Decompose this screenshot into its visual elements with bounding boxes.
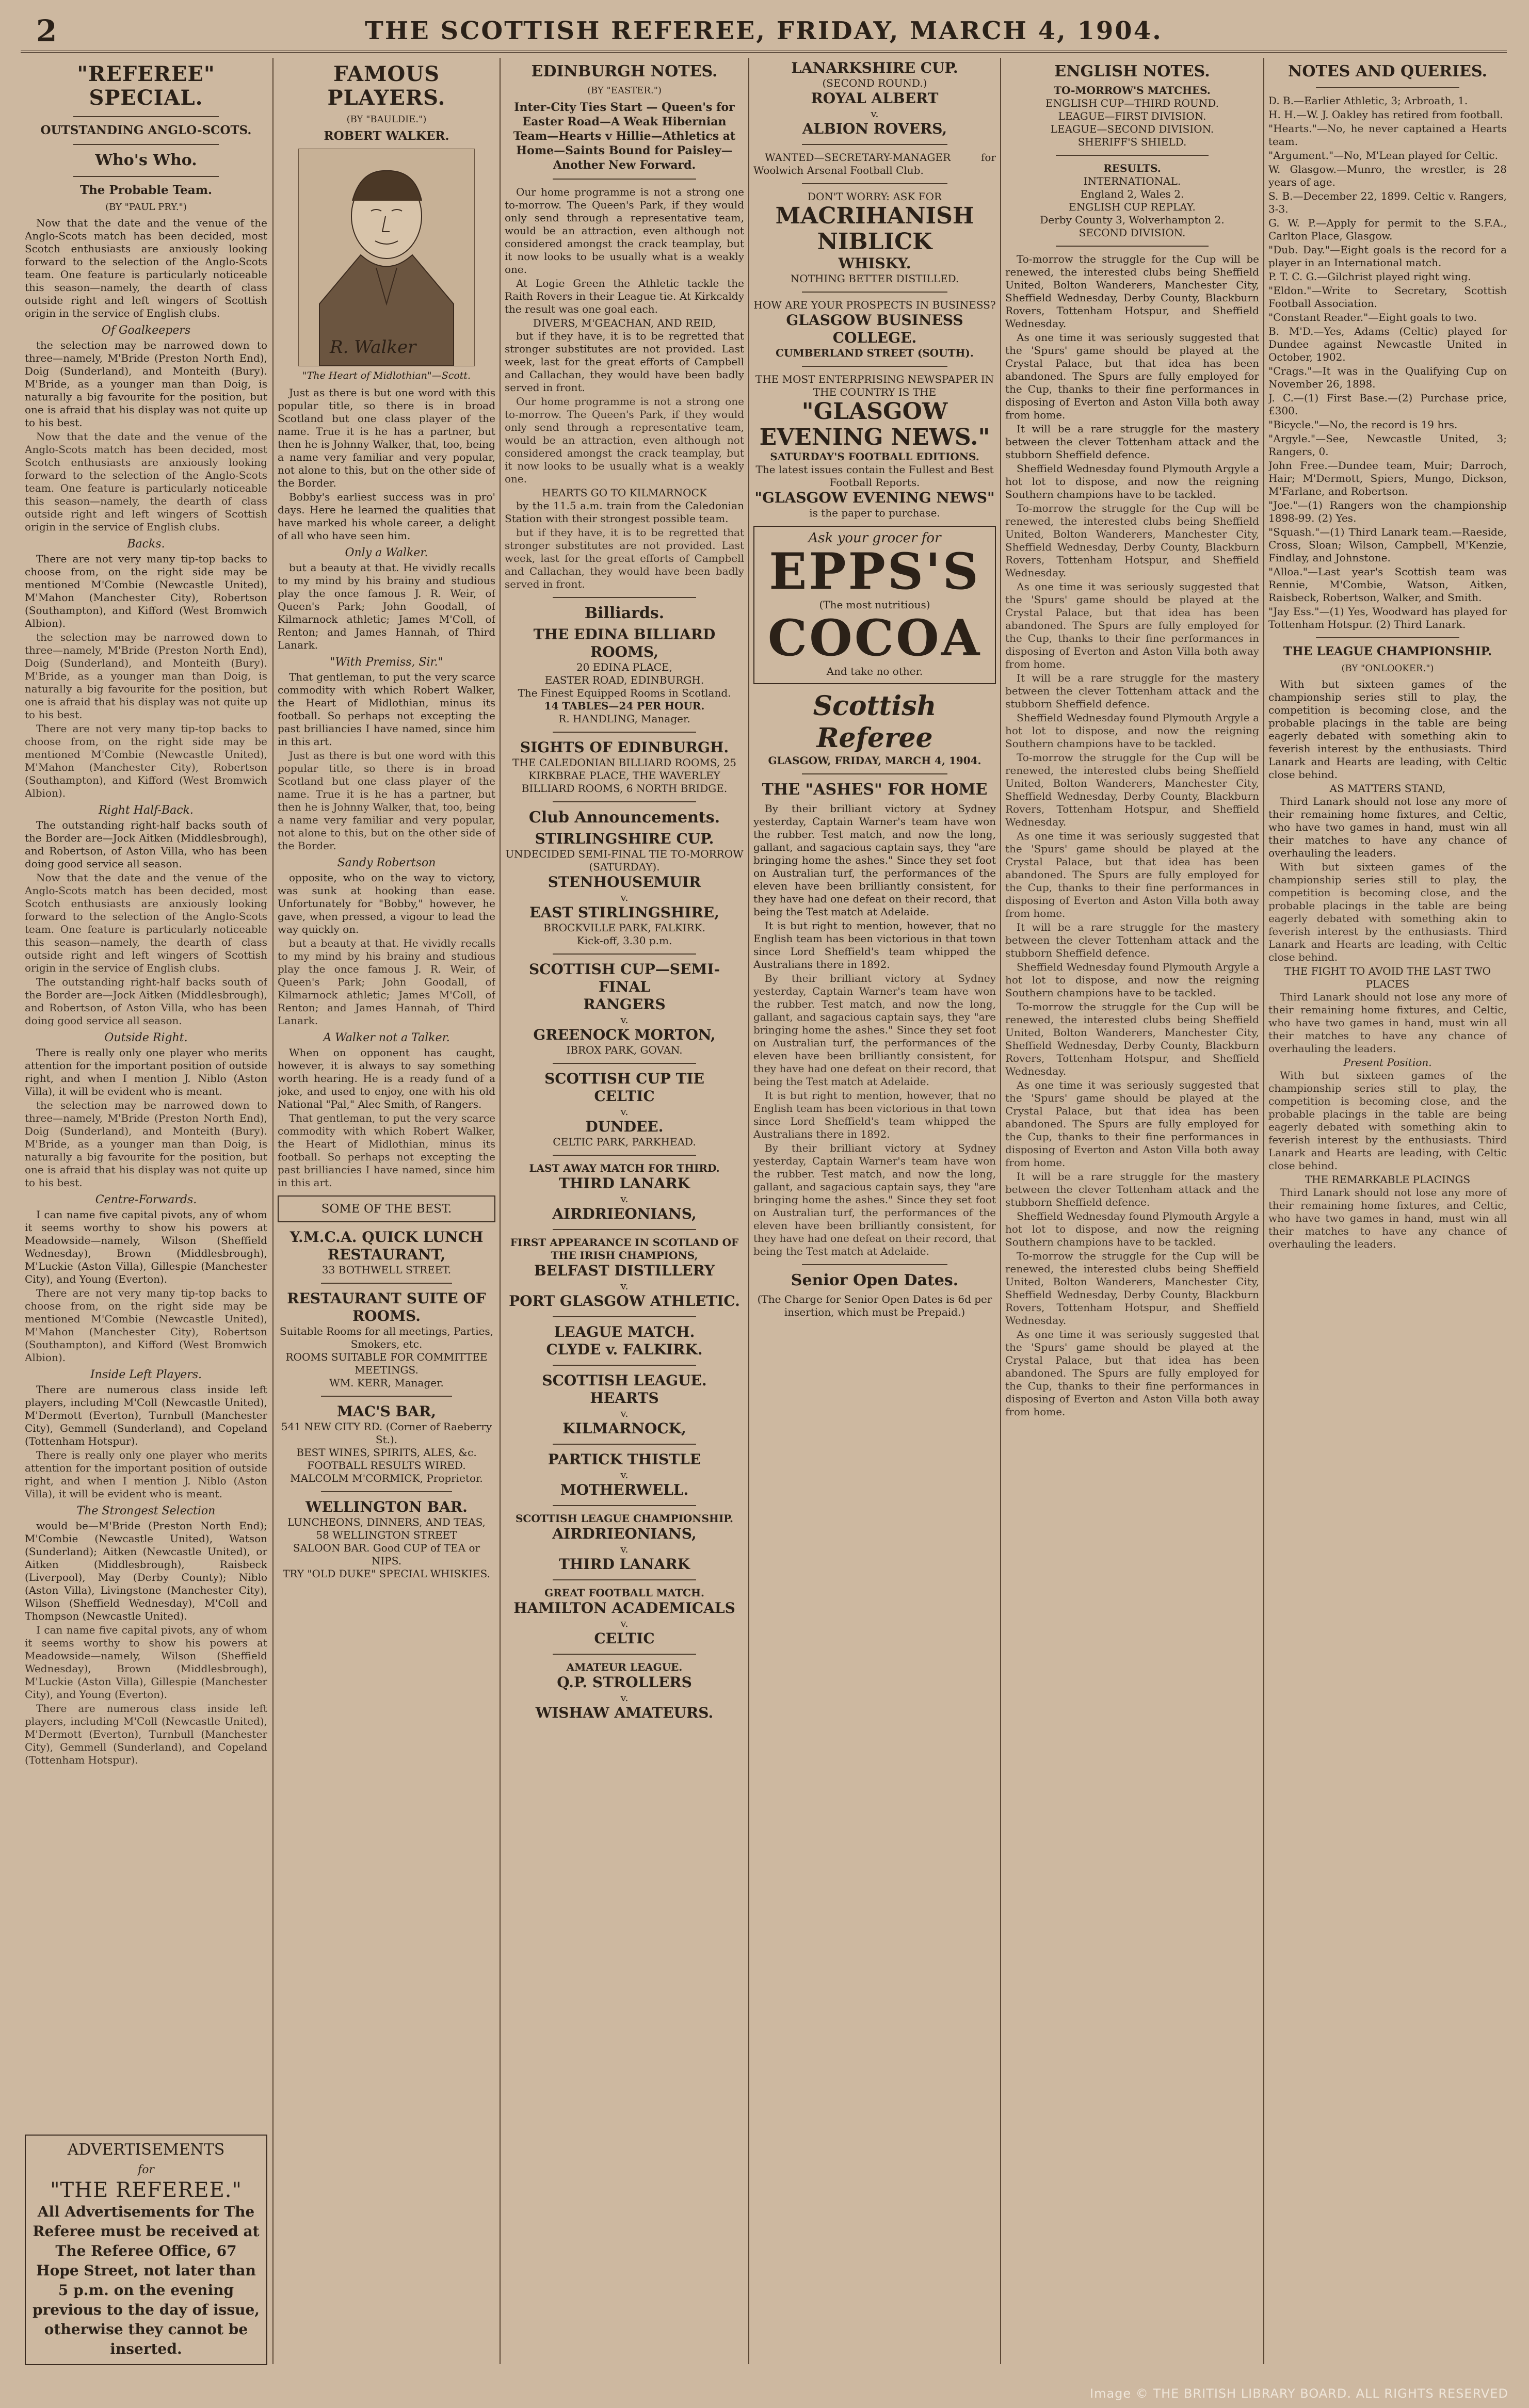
divider: [553, 1365, 696, 1366]
subsection-heading: The Strongest Selection: [76, 1505, 216, 1517]
paragraph: Our home programme is not a strong one to-morrow. The Queen's Park, if they would only send through a representative team, would be an attraction, even although not considered amongst the crack teamplay, but it now looks to be usually what is a weakly one.: [505, 395, 744, 485]
divider: [321, 1396, 452, 1397]
fixture-versus: v.: [620, 1192, 629, 1205]
query-answer: "Bicycle."—No, the record is 19 hrs.: [1268, 418, 1458, 431]
query-answer: "Alloa."—Last year's Scottish team was Rennie, M'Combie, Watson, Aitken, Raisbeck, Robertson, Walker, and Smith.: [1268, 565, 1507, 604]
paragraph: Third Lanark should not lose any more of their remaining home fixtures, and Celtic, who have two games in hand, must win all their matches to have any chance of overhauling the leaders.: [1268, 991, 1507, 1055]
query-answer: "Constant Reader."—Eight goals to two.: [1268, 311, 1477, 324]
evening-news-ad-title: "GLASGOW EVENING NEWS": [754, 489, 995, 506]
paragraph: the selection may be narrowed down to three—namely, M'Bride (Preston North End), Doig (Sunderland), and Monteith (Bury). M'Bride, as a younger man than Doig, is naturally a big favourite for the position, but one is afraid that his display was not quite up to his best.: [25, 1099, 267, 1189]
fixture-team: BELFAST DISTILLERY: [534, 1262, 715, 1279]
fixture-team: WISHAW AMATEURS.: [535, 1704, 714, 1721]
subsection-heading: Right Half-Back.: [99, 804, 194, 817]
league-table-title: Present Position.: [1343, 1056, 1432, 1069]
column-rule: [500, 58, 501, 2364]
paragraph: When on opponent has caught, however, it is always to say something worth hearing. He is a ready fund of a joke, and used to enjoy, one with his old National "Pal," Alec Smith, of Rangers.: [278, 1046, 495, 1110]
fixture-versus: v.: [620, 891, 629, 903]
query-answer: "Squash."—(1) Third Lanark team.—Raeside, Cross, Sloan; Wilson, Campbell, M'Kenzie, Findlay, and Johnstone.: [1268, 526, 1507, 564]
fixture-team: CELTIC: [594, 1088, 655, 1105]
paragraph: but a beauty at that. He vividly recalls to my mind by his brainy and studious play the once famous J. R. Weir, of Queen's Park; John Goodall, of Kilmarnock athletic; James M'Coll, of Renton; and James Hannah, of Third Lanark.: [278, 561, 495, 651]
paragraph: Now that the date and the venue of the Anglo-Scots match has been decided, most Scotch enthusiasts are anxiously looking forward to the selection of the Anglo-Scots team. One feature is particularly noticeable this season—namely, the dearth of class outside right and left wingers of Scottish origin in the service of English clubs.: [25, 871, 267, 974]
evening-news-ad-editions: SATURDAY'S FOOTBALL EDITIONS.: [770, 450, 979, 463]
byline: (BY "ONLOOKER."): [1341, 663, 1434, 674]
ad-notice-for: for: [138, 2163, 154, 2176]
lanarkshire-cup-ad: [753, 59, 996, 138]
divider: [553, 1063, 696, 1064]
query-answer: G. W. P.—Apply for permit to the S.F.A., Carlton Place, Glasgow.: [1268, 217, 1507, 242]
query-answer: John Free.—Dundee team, Muir; Darroch, Hair; M'Dermott, Spiers, Mungo, Dickson, M'Farlane, and Robertson.: [1268, 459, 1507, 497]
subsection-heading: A Walker not a Talker.: [323, 1031, 450, 1044]
fixture-title: SCOTTISH LEAGUE CHAMPIONSHIP.: [515, 1512, 733, 1525]
ads-box-title: SOME OF THE BEST.: [321, 1202, 452, 1216]
column-rule: [748, 58, 749, 2364]
portrait-illustration: [299, 149, 474, 366]
paragraph: As one time it was seriously suggested that the 'Spurs' game should be played at the Crystal Palace, but that idea has been abandoned. The Spurs are fully employed for the Cup, thanks to their fine performances in disposing of Everton and Aston Villa both away from home.: [1005, 331, 1259, 421]
fixture-sub: UNDECIDED SEMI-FINAL TIE TO-MORROW (SATURDAY).: [505, 848, 744, 873]
paragraph: There is really only one player who merits attention for the important position of outside right, and when I mention J. Niblo (Aston Villa), it will be evident who is meant.: [25, 1046, 267, 1097]
ad-title: LANARKSHIRE CUP.: [791, 59, 958, 76]
paragraph: As one time it was seriously suggested that the 'Spurs' game should be played at the Crystal Palace, but that idea has been abandoned. The Spurs are fully employed for the Cup, thanks to their fine performances in disposing of Everton and Aston Villa both away from home.: [1005, 830, 1259, 919]
evening-news-ad-intro: THE MOST ENTERPRISING NEWSPAPER IN THE COUNTRY IS THE: [755, 373, 994, 398]
portrait-caption: "The Heart of Midlothian"—Scott.: [302, 370, 471, 381]
restaurant-ad-manager: WM. KERR, Manager.: [329, 1377, 444, 1389]
byline: (BY "BAULDIE."): [346, 114, 427, 125]
fixture-versus: v.: [871, 107, 879, 120]
subsection-heading: DIVERS, M'GEACHAN, AND REID,: [533, 317, 716, 329]
paragraph: To-morrow the struggle for the Cup will be renewed, the interested clubs being Sheffield United, Bolton Wanderers, Manchester City, Sheffield Wednesday, Derby County, Blackburn Rovers, Tottenham Hotspur, and Sheffield Wednesday.: [1005, 253, 1259, 330]
epps-ad-product: COCOA: [767, 609, 982, 667]
divider: [802, 366, 947, 367]
paragraph: By their brilliant victory at Sydney yesterday, Captain Warner's team have won the rubber. Test match, and now the long, gallant, and sagacious captain says, they "are bringing home the ashes." Since they set foot on Australian turf, the performances of the eleven have been brilliantly consistent, for they have had one defeat on their record, that being the Test match at Adelaide.: [753, 1142, 996, 1257]
fixture-venue: BROCKVILLE PARK, FALKIRK.: [543, 922, 706, 934]
byline: (BY "EASTER."): [587, 85, 662, 96]
paragraph: There is really only one player who merits attention for the important position of outside right, and when I mention J. Niblo (Aston Villa), it will be evident who is meant.: [25, 1449, 267, 1500]
subsection-heading: AS MATTERS STAND,: [1329, 782, 1446, 795]
fixture-team: CELTIC: [594, 1630, 655, 1647]
article-heading: ENGLISH NOTES.: [1054, 62, 1210, 80]
paragraph: but a beauty at that. He vividly recalls to my mind by his brainy and studious play the once famous J. R. Weir, of Queen's Park; John Goodall, of Kilmarnock athletic; James M'Coll, of Renton; and James Hannah, of Third Lanark.: [278, 937, 495, 1027]
evening-news-ad-sub: is the paper to purchase.: [809, 507, 940, 519]
divider: [802, 144, 947, 145]
paragraph: Third Lanark should not lose any more of their remaining home fixtures, and Celtic, who have two games in hand, must win all their matches to have any chance of overhauling the leaders.: [1268, 795, 1507, 859]
paragraph: To-morrow the struggle for the Cup will be renewed, the interested clubs being Sheffield United, Bolton Wanderers, Manchester City, Sheffield Wednesday, Derby County, Blackburn Rovers, Tottenham Hotspur, and Sheffield Wednesday.: [1005, 1250, 1259, 1327]
article-summary: Inter-City Ties Start — Queen's for Easter Road—A Weak Hibernian Team—Hearts v Hillie—Athletics at Home—Saints Bound for Paisley—Another New Forward.: [513, 101, 736, 172]
divider: [73, 116, 219, 117]
image-credit: Image © THE BRITISH LIBRARY BOARD. ALL RIGHTS RESERVED: [1090, 2386, 1508, 2401]
divider: [553, 732, 696, 733]
divider: [802, 773, 947, 774]
paragraph: To-morrow the struggle for the Cup will be renewed, the interested clubs being Sheffield United, Bolton Wanderers, Manchester City, Sheffield Wednesday, Derby County, Blackburn Rovers, Tottenham Hotspur, and Sheffield Wednesday.: [1005, 1000, 1259, 1077]
divider: [321, 1491, 452, 1492]
section-heading: The Probable Team.: [79, 183, 213, 197]
epps-cocoa-ad: [753, 526, 996, 684]
college-ad-address: CUMBERLAND STREET (SOUTH).: [776, 347, 974, 359]
subsection-heading: TO-MORROW'S MATCHES.: [1054, 84, 1211, 96]
paragraph: Sheffield Wednesday found Plymouth Argyle a hot lot to dispose, and now the reigning Southern champions have to be tackled.: [1005, 1210, 1259, 1248]
restaurant-ad-title: RESTAURANT SUITE OF ROOMS.: [287, 1290, 486, 1324]
college-ad-name: GLASGOW BUSINESS COLLEGE.: [786, 312, 963, 346]
paragraph: It will be a rare struggle for the mastery between the clever Tottenham attack and the stubborn Sheffield defence.: [1005, 921, 1259, 959]
ad-sub: (SECOND ROUND.): [822, 77, 927, 89]
fixture-title: SCOTTISH CUP—SEMI-FINAL: [528, 961, 720, 995]
macs-bar-results: FOOTBALL RESULTS WIRED.: [307, 1459, 466, 1472]
fixture-versus: v.: [620, 1407, 629, 1419]
divider: [1316, 637, 1459, 638]
queries-list: [1268, 94, 1507, 631]
sights-title: SIGHTS OF EDINBURGH.: [520, 739, 729, 756]
paragraph: It will be a rare struggle for the mastery between the clever Tottenham attack and the stubborn Sheffield defence.: [1005, 423, 1259, 461]
fixture-title: GREAT FOOTBALL MATCH.: [544, 1587, 704, 1599]
paragraph: would be—M'Bride (Preston North End); M'Combie (Newcastle United), Watson (Sunderland); Aitken (Newcastle United), or Aitken (Middlesbrough), Raisbeck (Liverpool), May (Derby County); Niblo (Aston Villa), Livingstone (Manchester City), Wilson (Sheffield Wednesday), M'Coll and Thompson (Newcastle United).: [25, 1520, 267, 1622]
macs-bar-title: MAC'S BAR,: [337, 1403, 436, 1420]
paragraph: There are not very many tip-top backs to choose from, on the right side may be mentioned M'Combie (Newcastle United), M'Mahon (Manchester City), Robertson (Southampton), and Kifford (West Bromwich Albion).: [25, 722, 267, 799]
section-heading: Senior Open Dates.: [791, 1271, 959, 1289]
paragraph: It is but right to mention, however, that no English team has been victorious in that town since Lord Sheffield's team whipped the Australians there in 1892.: [753, 1089, 996, 1140]
paragraph: It will be a rare struggle for the mastery between the clever Tottenham attack and the stubborn Sheffield defence.: [1005, 672, 1259, 710]
subsection-heading: "With Premiss, Sir.": [330, 656, 443, 669]
fixture-team: CLYDE v. FALKIRK.: [546, 1341, 703, 1358]
ymca-ad-address: 33 BOTHWELL STREET.: [321, 1264, 452, 1276]
subsection-heading: Of Goalkeepers: [101, 324, 191, 337]
article-subheading: OUTSTANDING ANGLO-SCOTS.: [40, 123, 252, 137]
edina-rooms-sub: EASTER ROAD, EDINBURGH.: [544, 674, 704, 686]
divider: [1056, 246, 1208, 247]
subsection-heading: LEAGUE—SECOND DIVISION.: [1050, 123, 1214, 135]
fixture-team: THIRD LANARK: [558, 1175, 690, 1192]
subsection-heading: Centre-Forwards.: [95, 1193, 197, 1206]
fixture-versus: v.: [620, 1280, 629, 1292]
paragraph: As one time it was seriously suggested that the 'Spurs' game should be played at the Crystal Palace, but that idea has been abandoned. The Spurs are fully employed for the Cup, thanks to their fine performances in disposing of Everton and Aston Villa both away from home.: [1005, 580, 1259, 670]
paragraph: Now that the date and the venue of the Anglo-Scots match has been decided, most Scotch enthusiasts are anxiously looking forward to the selection of the Anglo-Scots team. One feature is particularly noticeable this season—namely, the dearth of class outside right and left wingers of Scottish origin in the service of English clubs.: [25, 430, 267, 533]
whisky-ad-tagline: NOTHING BETTER DISTILLED.: [790, 272, 959, 285]
epps-ad-tagline: And take no other.: [826, 665, 923, 677]
query-answer: S. B.—December 22, 1899. Celtic v. Rangers, 3-3.: [1268, 190, 1507, 215]
edina-rooms-tables: 14 TABLES—24 PER HOUR.: [544, 700, 705, 712]
editorial-nameplate: Scottish Referee: [813, 690, 937, 754]
ymca-ad-title: Y.M.C.A. QUICK LUNCH RESTAURANT,: [289, 1229, 484, 1263]
newspaper-title: THE SCOTTISH REFEREE, FRIDAY, MARCH 4, 1904.: [365, 17, 1163, 45]
query-answer: B. M'D.—Yes, Adams (Celtic) played for Dundee against Newcastle United in October, 1902.: [1268, 325, 1507, 363]
subsection-heading: Backs.: [127, 538, 165, 551]
paragraph: There are numerous class inside left players, including M'Coll (Newcastle United), M'Dermott (Everton), Turnbull (Manchester City), Gemmell (Sunderland), and Copeland (Tottenham Hotspur).: [25, 1383, 267, 1447]
article-heading: THE LEAGUE CHAMPIONSHIP.: [1283, 644, 1492, 658]
subsection-heading: Inside Left Players.: [90, 1368, 202, 1381]
column-rule: [1000, 58, 1001, 2364]
restaurant-ad-rooms: ROOMS SUITABLE FOR COMMITTEE MEETINGS.: [285, 1351, 488, 1376]
divider: [553, 1155, 696, 1156]
editorial-dateline: GLASGOW, FRIDAY, MARCH 4, 1904.: [768, 754, 981, 767]
paragraph: I can name five capital pivots, any of whom it seems worthy to show his powers at Meadowside—namely, Wilson (Sheffield Wednesday), Brown (Middlesbrough), M'Luckie (Aston Villa), Gillespie (Manchester City), and Young (Everton).: [25, 1624, 267, 1701]
section-heading: Club Announcements.: [528, 809, 720, 827]
ads-box-some-of-the-best: [278, 1195, 495, 1222]
paragraph: Sheffield Wednesday found Plymouth Argyle a hot lot to dispose, and now the reigning Southern champions have to be tackled.: [1005, 462, 1259, 500]
fixture-title: SCOTTISH CUP TIE: [544, 1070, 704, 1087]
fixture-team: PORT GLASGOW ATHLETIC.: [509, 1292, 740, 1310]
result-line: Derby County 3, Wolverhampton 2.: [1040, 214, 1225, 226]
query-answer: P. T. C. G.—Gilchrist played right wing.: [1268, 270, 1471, 283]
ad-notice-paper: "THE REFEREE.": [50, 2178, 242, 2202]
fixture-title: AMATEUR LEAGUE.: [566, 1661, 683, 1673]
paragraph: Just as there is but one word with this popular title, so there is in broad Scotland but one class player of the name. True it is he has a partner, but then he is Johnny Walker, that, too, being a name very familiar and very popular, not alone to this, but on the other side of the Border.: [278, 386, 495, 489]
paragraph: At Logie Green the Athletic tackle the Raith Rovers in their League tie. At Kirkcaldy the result was one goal each.: [505, 277, 744, 315]
divider: [553, 1444, 696, 1445]
paragraph: That gentleman, to put the very scarce commodity with which Robert Walker, the Heart of Midlothian, minus its football. So perhaps not excepting the past brilliancies I have named, since him in this art.: [278, 671, 495, 748]
fixture-title: STIRLINGSHIRE CUP.: [535, 830, 714, 847]
wellington-bar-saloon: SALOON BAR. Good CUP of TEA or NIPS.: [293, 1542, 480, 1567]
divider: [553, 1505, 696, 1506]
result-line: England 2, Wales 2.: [1080, 188, 1184, 200]
whisky-ad-name: NIBLICK: [817, 229, 932, 255]
section-heading: Billiards.: [584, 604, 665, 622]
fixture-title: SCOTTISH LEAGUE.: [542, 1372, 707, 1389]
paragraph: Third Lanark should not lose any more of their remaining home fixtures, and Celtic, who have two games in hand, must win all their matches to have any chance of overhauling the leaders.: [1268, 1186, 1507, 1250]
fixture-title: FIRST APPEARANCE IN SCOTLAND OF THE IRISH CHAMPIONS,: [510, 1236, 739, 1262]
divider: [553, 1579, 696, 1580]
byline: (BY "PAUL PRY."): [105, 202, 187, 213]
column-english-notes: [1005, 59, 1259, 2371]
paragraph: It is but right to mention, however, that no English team has been victorious in that town since Lord Sheffield's team whipped the Australians there in 1892.: [753, 919, 996, 971]
divider: [1056, 155, 1208, 156]
divider: [553, 1229, 696, 1230]
query-answer: "Eldon."—Write to Secretary, Scottish Football Association.: [1268, 284, 1507, 310]
restaurant-ad-note: Suitable Rooms for all meetings, Parties, Smokers, etc.: [279, 1325, 494, 1350]
query-answer: D. B.—Earlier Athletic, 3; Arbroath, 1.: [1268, 94, 1468, 107]
club-announcements: [505, 830, 744, 1722]
paragraph: By their brilliant victory at Sydney yesterday, Captain Warner's team have won the rubber. Test match, and now the long, gallant, and sagacious captain says, they "are bringing home the ashes." Since they set foot on Australian turf, the performances of the eleven have been brilliantly consistent, for they have had one defeat on their record, that being the Test match at Adelaide.: [753, 802, 996, 918]
fixture-team: MOTHERWELL.: [560, 1481, 689, 1498]
divider: [553, 179, 696, 180]
whisky-ad-brand: MACRIHANISH: [775, 203, 974, 229]
subsection-heading: HEARTS GO TO KILMARNOCK: [542, 487, 707, 499]
subsection-heading: INTERNATIONAL.: [1083, 175, 1181, 187]
divider: [553, 801, 696, 802]
section-heading: Who's Who.: [95, 151, 197, 169]
paragraph: Bobby's earliest success was in pro' days. Here he learned the qualities that have marked his whole career, a delight of all who have seen him.: [278, 491, 495, 542]
column-notes-and-queries: [1268, 59, 1507, 2371]
fixture-team: ALBION ROVERS,: [802, 120, 947, 137]
epps-ad-brand: EPPS'S: [769, 542, 980, 601]
paragraph: As one time it was seriously suggested that the 'Spurs' game should be played at the Crystal Palace, but that idea has been abandoned. The Spurs are fully employed for the Cup, thanks to their fine performances in disposing of Everton and Aston Villa both away from home.: [1005, 1328, 1259, 1418]
fixture-team: STENHOUSEMUIR: [548, 874, 701, 891]
paragraph: but if they have, it is to be regretted that stronger substitutes are not provided. Last week, last for the great efforts of Campbell and Callachan, they would have been badly served in front.: [505, 526, 744, 590]
paragraph: By their brilliant victory at Sydney yesterday, Captain Warner's team have won the rubber. Test match, and now the long, gallant, and sagacious captain says, they "are bringing home the ashes." Since they set foot on Australian turf, the performances of the eleven have been brilliantly consistent, for they have had one defeat on their record, that being the Test match at Adelaide.: [753, 972, 996, 1088]
query-answer: "Joe."—(1) Rangers won the championship 1898-99. (2) Yes.: [1268, 499, 1507, 524]
edina-rooms-note: The Finest Equipped Rooms in Scotland.: [518, 687, 731, 699]
divider: [73, 176, 219, 177]
page-number: 2: [36, 13, 57, 49]
college-ad-intro: HOW ARE YOUR PROSPECTS IN BUSINESS?: [753, 299, 996, 311]
fixture-team: KILMARNOCK,: [562, 1420, 686, 1437]
fixture-versus: v.: [620, 1691, 629, 1704]
evening-news-ad-text: The latest issues contain the Fullest and Best Football Reports.: [755, 463, 994, 489]
paragraph: Just as there is but one word with this popular title, so there is in broad Scotland but one class player of the name. True it is he has a partner, but then he is Johnny Walker, that, too, being a name very familiar and very popular, not alone to this, but on the other side of the Border.: [278, 749, 495, 852]
column-rule: [272, 58, 273, 2364]
ad-notice-text: All Advertisements for The Referee must be received at The Referee Office, 67 Hope Street, not later than 5 p.m. on the evening previous to the day of issue, otherwise they cannot be inserted.: [32, 2203, 260, 2357]
divider: [802, 1264, 947, 1265]
player-name: ROBERT WALKER.: [324, 129, 449, 143]
senior-dates-note: (The Charge for Senior Open Dates is 6d per insertion, which must be Prepaid.): [757, 1293, 992, 1318]
divider: [73, 144, 219, 145]
fixture-team: AIRDRIEONIANS,: [552, 1205, 697, 1222]
paragraph: With but sixteen games of the championship series still to play, the competition is becoming close, and the probable placings in the table are being eagerly debated with something akin to feverish interest by the enthusiasts. Third Lanark and Hearts are leading, with Celtic close behind.: [1268, 861, 1507, 963]
query-answer: "Argyle."—See, Newcastle United, 3; Rangers, 0.: [1268, 432, 1507, 458]
paragraph: but if they have, it is to be regretted that stronger substitutes are not provided. Last week, last for the great efforts of Campbell and Callachan, they would have been badly served in front.: [505, 330, 744, 394]
fixture-team: THIRD LANARK: [558, 1556, 690, 1573]
paragraph: by the 11.5 a.m. train from the Caledonian Station with their strongest possible team.: [505, 499, 744, 525]
column-referee-special: [25, 59, 267, 2371]
article-heading: NOTES AND QUERIES.: [1287, 62, 1488, 80]
paragraph: It will be a rare struggle for the mastery between the clever Tottenham attack and the stubborn Sheffield defence.: [1005, 1170, 1259, 1208]
whisky-ad-intro: DON'T WORRY: ASK FOR: [807, 190, 942, 203]
ad-notice-title: ADVERTISEMENTS: [67, 2141, 225, 2159]
subsection-heading: ENGLISH CUP REPLAY.: [1069, 201, 1196, 213]
query-answer: "Crags."—It was in the Qualifying Cup on November 26, 1898.: [1268, 365, 1507, 390]
paragraph: To-morrow the struggle for the Cup will be renewed, the interested clubs being Sheffield United, Bolton Wanderers, Manchester City, Sheffield Wednesday, Derby County, Blackburn Rovers, Tottenham Hotspur, and Sheffield Wednesday.: [1005, 751, 1259, 828]
column-famous-players: [278, 59, 495, 2371]
paragraph: The outstanding right-half backs south of the Border are—Jock Aitken (Middlesbrough), and Robertson, of Aston Villa, who has been doing good service all season.: [25, 976, 267, 1027]
article-heading: EDINBURGH NOTES.: [531, 62, 718, 80]
epps-ad-note: (The most nutritious): [819, 599, 930, 611]
paragraph: There are not very many tip-top backs to choose from, on the right side may be mentioned M'Combie (Newcastle United), M'Mahon (Manchester City), Robertson (Southampton), and Kifford (West Bromwich Albion).: [25, 1287, 267, 1364]
paragraph: the selection may be narrowed down to three—namely, M'Bride (Preston North End), Doig (Sunderland), and Monteith (Bury). M'Bride, as a younger man than Doig, is naturally a big favourite for the position, but one is afraid that his display was not quite up to his best.: [25, 339, 267, 429]
wellington-bar-try: TRY "OLD DUKE" SPECIAL WHISKIES.: [282, 1567, 491, 1580]
subsection-heading: Only a Walker.: [345, 546, 428, 559]
subsection-heading: Sandy Robertson: [337, 856, 436, 869]
epps-ad-intro: Ask your grocer for: [808, 530, 941, 546]
fixture-team: AIRDRIEONIANS,: [552, 1525, 697, 1542]
subsection-heading: SHERIFF'S SHIELD.: [1077, 136, 1187, 148]
fixture-team: ROYAL ALBERT: [811, 90, 939, 107]
paragraph: The outstanding right-half backs south of the Border are—Jock Aitken (Middlesbrough), and Robertson, of Aston Villa, who has been doing good service all season.: [25, 819, 267, 870]
wanted-notice: WANTED—SECRETARY-MANAGER for Woolwich Arsenal Football Club.: [753, 151, 996, 176]
column-rule: [1263, 58, 1264, 2364]
fixture-team: DUNDEE.: [585, 1118, 664, 1135]
sights-text: THE CALEDONIAN BILLIARD ROOMS, 25 KIRKBRAE PLACE, THE WAVERLEY BILLIARD ROOMS, 6 NORTH BRIDGE.: [512, 756, 736, 795]
fixture-team: EAST STIRLINGSHIRE,: [529, 904, 719, 921]
paragraph: Sheffield Wednesday found Plymouth Argyle a hot lot to dispose, and now the reigning Southern champions have to be tackled.: [1005, 712, 1259, 750]
paragraph: With but sixteen games of the championship series still to play, the competition is becoming close, and the probable placings in the table are being eagerly debated with something akin to feverish interest by the enthusiasts. Third Lanark and Hearts are leading, with Celtic close behind.: [1268, 678, 1507, 781]
query-answer: H. H.—W. J. Oakley has retired from football.: [1268, 108, 1503, 121]
macs-bar-address: 541 NEW CITY RD. (Corner of Raeberry St.).: [281, 1420, 492, 1446]
fixture-team: HEARTS: [590, 1389, 659, 1407]
paragraph: opposite, who on the way to victory, was sunk at hooking than ease. Unfortunately for "Bobby," however, he gave, when pressed, a vigour to lead the way quickly on.: [278, 871, 495, 935]
subsection-heading: SECOND DIVISION.: [1079, 227, 1186, 239]
paragraph: There are numerous class inside left players, including M'Coll (Newcastle United), M'Dermott (Everton), Turnbull (Manchester City), Gemmell (Sunderland), and Copeland (Tottenham Hotspur).: [25, 1702, 267, 1766]
divider: [321, 1283, 452, 1284]
divider: [553, 1654, 696, 1655]
edina-rooms-manager: R. HANDLING, Manager.: [558, 713, 690, 725]
query-answer: W. Glasgow.—Munro, the wrestler, is 28 years of age.: [1268, 163, 1507, 188]
masthead: [21, 9, 1507, 53]
divider: [553, 1316, 696, 1317]
paragraph: To-morrow the struggle for the Cup will be renewed, the interested clubs being Sheffield United, Bolton Wanderers, Manchester City, Sheffield Wednesday, Derby County, Blackburn Rovers, Tottenham Hotspur, and Sheffield Wednesday.: [1005, 502, 1259, 579]
fixture-venue: IBROX PARK, GOVAN.: [566, 1044, 683, 1056]
fixture-versus: v.: [620, 1468, 629, 1481]
fixture-kickoff: Kick-off, 3.30 p.m.: [576, 934, 672, 947]
article-heading: "REFEREE" SPECIAL.: [77, 62, 215, 110]
paragraph: As one time it was seriously suggested that the 'Spurs' game should be played at the Crystal Palace, but that idea has been abandoned. The Spurs are fully employed for the Cup, thanks to their fine performances in disposing of Everton and Aston Villa both away from home.: [1005, 1079, 1259, 1169]
fixture-versus: v.: [620, 1617, 629, 1629]
paragraph: I can name five capital pivots, any of whom it seems worthy to show his powers at Meadowside—namely, Wilson (Sheffield Wednesday), Brown (Middlesbrough), M'Luckie (Aston Villa), Gillespie (Manchester City), and Young (Everton).: [25, 1208, 267, 1285]
paragraph: With but sixteen games of the championship series still to play, the competition is becoming close, and the probable placings in the table are being eagerly debated with something akin to feverish interest by the enthusiasts. Third Lanark and Hearts are leading, with Celtic close behind.: [1268, 1069, 1507, 1172]
edina-rooms-title: THE EDINA BILLIARD ROOMS,: [533, 626, 716, 660]
wellington-bar-title: WELLINGTON BAR.: [305, 1498, 468, 1515]
divider: [553, 597, 696, 598]
macs-bar-wines: BEST WINES, SPIRITS, ALES, &c.: [296, 1446, 477, 1459]
fixture-venue: CELTIC PARK, PARKHEAD.: [553, 1136, 696, 1148]
query-answer: "Jay Ess."—(1) Yes, Woodward has played for Tottenham Hotspur. (2) Third Lanark.: [1268, 605, 1507, 631]
macs-bar-proprietor: MALCOLM M'CORMICK, Proprietor.: [290, 1472, 483, 1484]
divider: [1316, 87, 1459, 88]
subsection-heading: LEAGUE—FIRST DIVISION.: [1058, 110, 1206, 122]
subsection-heading: THE REMARKABLE PLACINGS: [1305, 1173, 1471, 1186]
portrait-signature: R. Walker: [330, 337, 416, 358]
fixture-team: RANGERS: [583, 996, 666, 1013]
paragraph: Sheffield Wednesday found Plymouth Argyle a hot lot to dispose, and now the reigning Southern champions have to be tackled.: [1005, 961, 1259, 999]
fixture-versus: v.: [620, 1543, 629, 1555]
divider: [802, 183, 947, 184]
query-answer: "Hearts."—No, he never captained a Hearts team.: [1268, 122, 1507, 148]
query-answer: "Dub. Day."—Eight goals is the record for a player in an International match.: [1268, 244, 1507, 269]
fixture-title: LEAGUE MATCH.: [554, 1323, 695, 1340]
wellington-bar-address: 58 WELLINGTON STREET: [316, 1529, 457, 1541]
subsection-heading: RESULTS.: [1103, 162, 1161, 174]
query-answer: "Argument."—No, M'Lean played for Celtic.: [1268, 149, 1498, 161]
subsection-heading: ENGLISH CUP—THIRD ROUND.: [1045, 97, 1219, 109]
paragraph: Now that the date and the venue of the Anglo-Scots match has been decided, most Scotch enthusiasts are anxiously looking forward to the selection of the Anglo-Scots team. One feature is particularly noticeable this season—namely, the dearth of class outside right and left wingers of Scottish origin in the service of English clubs.: [25, 217, 267, 319]
player-portrait: [298, 149, 475, 366]
wellington-bar-line: LUNCHEONS, DINNERS, AND TEAS,: [287, 1516, 486, 1528]
fixture-team: GREENOCK MORTON,: [533, 1026, 716, 1043]
article-heading: FAMOUS PLAYERS.: [327, 62, 446, 110]
article-heading: THE "ASHES" FOR HOME: [762, 781, 988, 799]
fixture-team: Q.P. STROLLERS: [557, 1674, 692, 1691]
fixture-title: LAST AWAY MATCH FOR THIRD.: [529, 1162, 720, 1174]
column-advertisements-editorial: [753, 59, 996, 2371]
subsection-heading: THE FIGHT TO AVOID THE LAST TWO PLACES: [1284, 965, 1491, 990]
fixture-versus: v.: [620, 1105, 629, 1118]
paragraph: That gentleman, to put the very scarce commodity with which Robert Walker, the Heart of Midlothian, minus its football. So perhaps not excepting the past brilliancies I have named, since him in this art.: [278, 1112, 495, 1189]
subsection-heading: Outside Right.: [104, 1031, 188, 1044]
fixture-versus: v.: [620, 1013, 629, 1026]
divider: [553, 953, 696, 955]
paragraph: There are not very many tip-top backs to choose from, on the right side may be mentioned M'Combie (Newcastle United), M'Mahon (Manchester City), Robertson (Southampton), and Kifford (West Bromwich Albion).: [25, 553, 267, 629]
evening-news-ad-title: "GLASGOW EVENING NEWS.": [759, 398, 990, 450]
divider: [802, 292, 947, 293]
whisky-ad-product: WHISKY.: [838, 255, 911, 272]
advertisement-notice-box: [25, 2135, 267, 2365]
query-answer: J. C.—(1) First Base.—(2) Purchase price, £300.: [1268, 392, 1507, 417]
paragraph: the selection may be narrowed down to three—namely, M'Bride (Preston North End), Doig (Sunderland), and Monteith (Bury). M'Bride, as a younger man than Doig, is naturally a big favourite for the position, but one is afraid that his display was not quite up to his best.: [25, 631, 267, 721]
fixture-team: HAMILTON ACADEMICALS: [513, 1599, 735, 1617]
column-edinburgh-notes: [505, 59, 744, 2371]
fixture-team: PARTICK THISTLE: [548, 1451, 701, 1468]
edina-rooms-address: 20 EDINA PLACE,: [576, 661, 673, 673]
paragraph: Our home programme is not a strong one to-morrow. The Queen's Park, if they would only send through a representative team, would be an attraction, even although not considered amongst the crack teamplay, but it now looks to be usually what is a weakly one.: [505, 186, 744, 276]
